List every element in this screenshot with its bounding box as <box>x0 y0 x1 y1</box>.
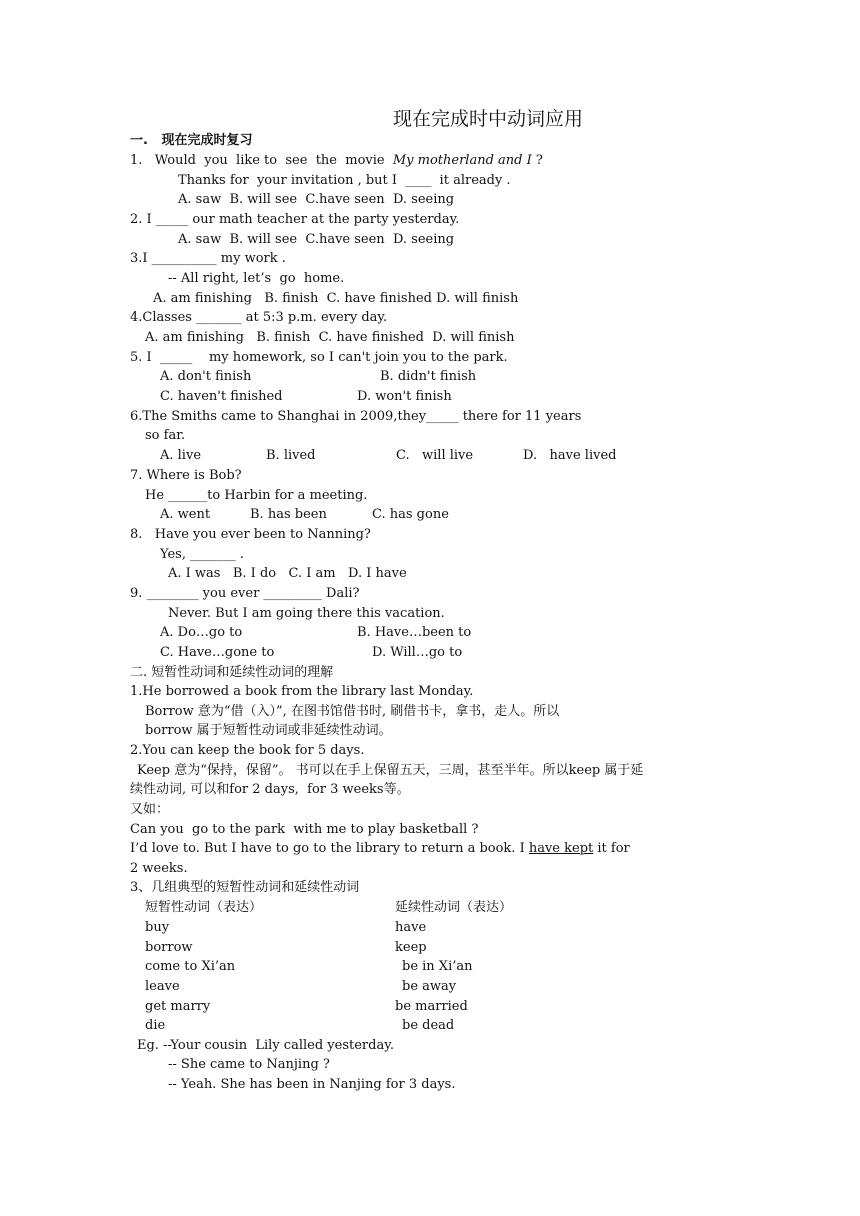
q7-option-c: C. has gone <box>372 507 449 522</box>
pair-left: come to Xi’an <box>145 959 236 974</box>
col-left-header: 短暂性动词（表达） <box>145 900 263 915</box>
s2-p2-line3: 续性动词, 可以和for 2 days, for 3 weeks等。 <box>130 782 410 797</box>
q2-line1: 2. I _____ our math teacher at the party yesterday. <box>130 212 460 227</box>
q9-option-d: D. Will…go to <box>372 645 463 660</box>
pair-left: borrow <box>145 940 193 955</box>
q1-line2: Thanks for your invitation , but I ____ it already . <box>178 173 511 188</box>
section-2-heading: 二. 短暂性动词和延续性动词的理解 <box>130 665 334 680</box>
q6-line2: so far. <box>145 428 186 443</box>
col-right-header: 延续性动词（表达） <box>395 900 513 915</box>
q5-option-d: D. won't finish <box>357 389 452 404</box>
s2-example-line3: 2 weeks. <box>130 861 188 876</box>
pair-right: be away <box>402 979 457 994</box>
q4-options: A. am finishing B. finish C. have finished D. will finish <box>145 330 515 345</box>
q1-movie-title: My motherland and I <box>392 153 532 168</box>
q5-option-c: C. haven't finished <box>160 389 283 404</box>
s2-example-underlined: have kept <box>528 841 594 856</box>
q7-option-b: B. has been <box>250 507 327 522</box>
q6-option-b: B. lived <box>266 448 316 463</box>
q8-line2: Yes, _______ . <box>160 547 244 562</box>
pair-right: be married <box>395 999 468 1014</box>
q3-options: A. am finishing B. finish C. have finished D. will finish <box>153 291 519 306</box>
pair-right: be dead <box>402 1018 455 1033</box>
q1-suffix: ? <box>531 153 543 168</box>
q7-line2: He ______to Harbin for a meeting. <box>145 488 368 503</box>
eg-line2: -- She came to Nanjing ? <box>168 1057 330 1072</box>
s2-example-line2-end: it for <box>593 841 630 856</box>
q5-option-a: A. don't finish <box>160 369 252 384</box>
eg-line1: Eg. --Your cousin Lily called yesterday. <box>137 1038 394 1053</box>
q7-line1: 7. Where is Bob? <box>130 468 242 483</box>
q6-line1: 6.The Smiths came to Shanghai in 2009,they_____ there for 11 years <box>130 409 582 424</box>
q4-line1: 4.Classes _______ at 5:3 p.m. every day. <box>130 310 388 325</box>
q8-options: A. I was B. I do C. I am D. I have <box>168 566 407 581</box>
q1-line1 <box>130 153 543 169</box>
s2-also: 又如： <box>130 802 170 817</box>
q1-prefix: 1. Would you like to see the movie <box>130 153 393 168</box>
eg-line3: -- Yeah. She has been in Nanjing for 3 days. <box>168 1077 456 1092</box>
q3-line1: 3.I __________ my work . <box>130 251 286 266</box>
pair-left: get marry <box>145 999 211 1014</box>
q9-option-a: A. Do…go to <box>160 625 243 640</box>
page-title: 现在完成时中动词应用 <box>393 108 584 130</box>
q6-option-d: D. have lived <box>523 448 617 463</box>
pair-left: die <box>145 1018 166 1033</box>
q9-option-c: C. Have…gone to <box>160 645 275 660</box>
section-1-heading: 一. 现在完成时复习 <box>130 133 253 148</box>
q9-option-b: B. Have…been to <box>357 625 472 640</box>
q2-options: A. saw B. will see C.have seen D. seeing <box>178 232 455 247</box>
q9-line2: Never. But I am going there this vacation. <box>168 606 445 621</box>
pair-right: have <box>395 920 427 935</box>
q9-line1: 9. ________ you ever _________ Dali? <box>130 586 360 601</box>
q5-option-b: B. didn't finish <box>380 369 477 384</box>
q3-line2: -- All right, let’s go home. <box>168 271 345 286</box>
s2-p1-line2: Borrow 意为“借（入）”, 在图书馆借书时, 刷借书卡，拿书，走人。所以 <box>145 704 560 719</box>
q8-line1: 8. Have you ever been to Nanning? <box>130 527 371 542</box>
pair-right: be in Xi’an <box>402 959 473 974</box>
q6-option-c: C. will live <box>396 448 474 463</box>
s2-p1-line3: borrow 属于短暂性动词或非延续性动词。 <box>145 723 392 738</box>
pair-left: buy <box>145 920 170 935</box>
s2-example-line2 <box>130 841 630 857</box>
q6-option-a: A. live <box>160 448 202 463</box>
pair-left: leave <box>145 979 180 994</box>
s2-example-line1: Can you go to the park with me to play basketball ? <box>130 822 479 837</box>
q1-options: A. saw B. will see C.have seen D. seeing <box>178 192 455 207</box>
s2-p1-line1: 1.He borrowed a book from the library last Monday. <box>130 684 474 699</box>
s2-p2-line1: 2.You can keep the book for 5 days. <box>130 743 365 758</box>
q7-option-a: A. went <box>160 507 211 522</box>
pair-right: keep <box>395 940 427 955</box>
s2-p2-line2: Keep 意为“保持，保留”。 书可以在手上保留五天，三周，甚至半年。所以keep 属于延 <box>137 763 644 778</box>
s2-example-line2-start: I’d love to. But I have to go to the library to return a book. I <box>130 841 529 856</box>
s2-p3-heading: 3、几组典型的短暂性动词和延续性动词 <box>130 880 360 895</box>
q5-line1: 5. I _____ my homework, so I can't join you to the park. <box>130 350 508 365</box>
